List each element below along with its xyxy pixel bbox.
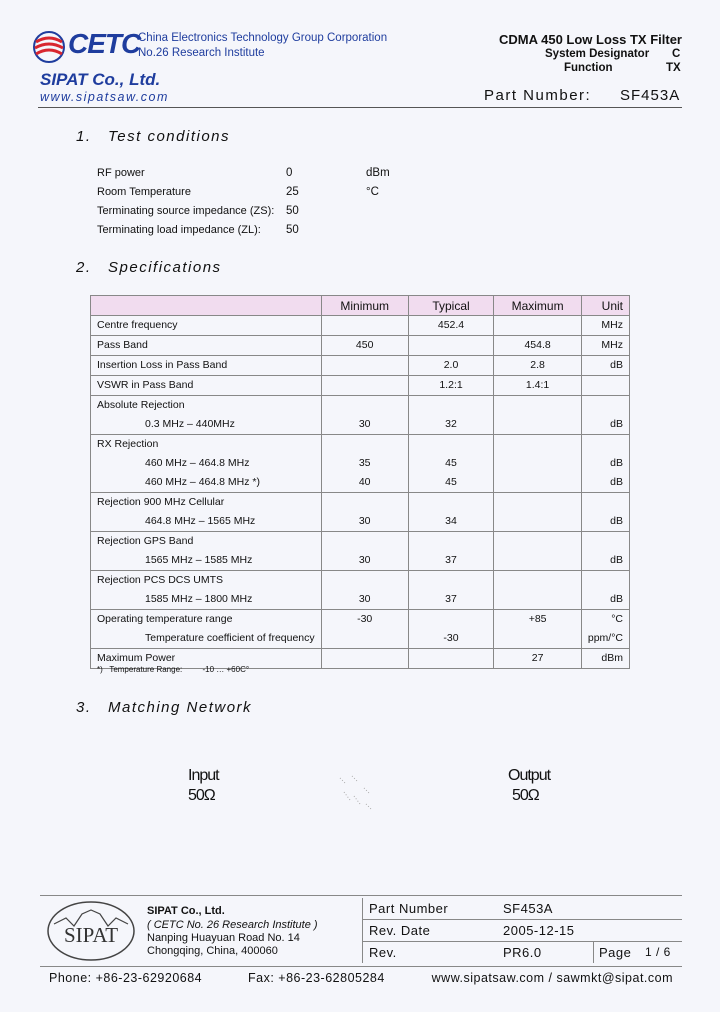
table-cell <box>321 356 408 376</box>
parameter-value: dBm <box>601 652 623 664</box>
table-cell <box>321 336 408 356</box>
table-cell <box>91 435 322 493</box>
parameter-value <box>500 551 575 570</box>
parameter-value: 45 <box>445 457 457 469</box>
table-cell <box>408 376 494 396</box>
tc-label: Terminating load impedance (ZL): <box>97 224 261 236</box>
tc-label: Terminating source impedance (ZS): <box>97 205 275 217</box>
part-number-label: Part Number: <box>484 87 592 104</box>
footer-rev-date-row <box>362 920 682 942</box>
parameter-label: Absolute Rejection <box>97 399 185 411</box>
footer-page-value: 1 / 6 <box>645 945 671 959</box>
output-impedance: 50Ω <box>512 787 539 804</box>
website-link[interactable]: www.sipatsaw.com <box>40 90 169 104</box>
parameter-value: 2.8 <box>530 359 545 371</box>
header-cell <box>91 296 322 316</box>
table-cell <box>91 316 322 336</box>
section-test-conditions <box>76 128 230 145</box>
parameter-value <box>328 435 402 454</box>
parameter-label: Centre frequency <box>97 319 178 331</box>
parameter-value: dB <box>610 593 623 605</box>
parameter-value: °C <box>611 613 623 625</box>
section-title: Test conditions <box>108 128 231 145</box>
parameter-value <box>500 415 575 434</box>
parameter-value: dB <box>610 515 623 527</box>
parameter-value <box>588 532 623 551</box>
parameter-value <box>328 629 402 648</box>
table-cell <box>494 649 582 669</box>
tc-label: RF power <box>97 167 145 179</box>
parameter-value: 30 <box>358 593 371 605</box>
footer-rev-date-label: Rev. Date <box>369 923 431 938</box>
table-cell <box>408 610 494 649</box>
header-cell: Unit <box>581 296 629 316</box>
parameter-value: 1.4:1 <box>525 379 550 391</box>
table-cell <box>494 336 582 356</box>
header-cell: Maximum <box>494 296 582 316</box>
footer-company: SIPAT Co., Ltd. <box>147 905 225 917</box>
sipat-logo-icon <box>46 900 136 962</box>
sipat-logo-text: SIPAT <box>63 923 119 947</box>
system-designator-value: C <box>672 48 681 60</box>
table-cell <box>91 336 322 356</box>
table-cell <box>581 493 629 532</box>
footer-rev-row <box>362 942 682 963</box>
table-cell <box>408 649 494 669</box>
tc-unit: dBm <box>366 167 390 179</box>
table-cell <box>494 435 582 493</box>
parameter-value <box>500 454 575 473</box>
parameter-value <box>328 493 402 512</box>
parameter-label: Insertion Loss in Pass Band <box>97 359 228 371</box>
parameter-value <box>328 316 402 335</box>
table-cell <box>408 336 494 356</box>
parameter-label: 460 MHz – 464.8 MHz *) <box>145 476 260 488</box>
table-row <box>91 316 630 336</box>
parameter-label: Operating temperature range <box>97 613 233 625</box>
footnote-label: Temperature Range: <box>109 665 183 674</box>
table-cell <box>581 532 629 571</box>
table-cell <box>321 376 408 396</box>
parameter-label: RX Rejection <box>97 438 159 450</box>
table-row <box>91 356 630 376</box>
table-row <box>91 610 630 649</box>
footer-page-label: Page <box>599 945 632 960</box>
table-cell <box>581 649 629 669</box>
table-row <box>91 396 630 435</box>
table-cell <box>321 396 408 435</box>
table-cell <box>581 316 629 336</box>
parameter-value: 1.2:1 <box>439 379 463 391</box>
parameter-value <box>500 396 575 415</box>
parameter-value: 454.8 <box>524 339 551 351</box>
spec-table-header <box>91 296 630 316</box>
table-cell <box>91 571 322 610</box>
footer-part-number-row <box>362 898 682 920</box>
table-cell <box>494 396 582 435</box>
function-label: Function <box>564 62 613 74</box>
parameter-value: -30 <box>357 613 373 625</box>
section-specifications <box>76 259 222 276</box>
table-cell <box>494 493 582 532</box>
parameter-value: 30 <box>358 515 371 527</box>
table-cell <box>494 356 582 376</box>
matching-network-diagram <box>330 770 380 815</box>
footer-web-email[interactable]: www.sipatsaw.com / sawmkt@sipat.com <box>431 971 673 985</box>
footnote-mark: *) <box>97 665 103 674</box>
footer-rev-value: PR6.0 <box>503 945 542 960</box>
company-name: SIPAT Co., Ltd. <box>40 70 161 89</box>
parameter-label: Rejection 900 MHz Cellular <box>97 496 225 508</box>
parameter-label: VSWR in Pass Band <box>97 379 194 391</box>
table-cell <box>321 316 408 336</box>
parameter-label: Maximum Power <box>97 652 176 664</box>
header-divider <box>38 107 682 108</box>
parameter-value <box>500 590 575 609</box>
parameter-value: 37 <box>445 554 457 566</box>
parameter-value: dB <box>610 418 623 430</box>
parameter-value <box>415 435 488 454</box>
table-cell <box>408 316 494 336</box>
parameter-value <box>588 376 623 395</box>
parameter-value <box>500 435 575 454</box>
output-label: Output <box>508 767 551 784</box>
parameter-value <box>415 532 488 551</box>
table-cell <box>581 571 629 610</box>
table-cell <box>321 610 408 649</box>
parameter-value: 30 <box>358 418 371 430</box>
parameter-value <box>415 493 488 512</box>
cetc-brand: CETC <box>68 28 141 59</box>
parameter-value <box>415 649 488 668</box>
table-cell <box>321 532 408 571</box>
table-cell <box>321 493 408 532</box>
parameter-value: 452.4 <box>437 319 465 331</box>
parameter-value <box>415 571 488 590</box>
parameter-value: 34 <box>445 515 457 527</box>
parameter-value: dB <box>610 457 623 469</box>
part-number-value: SF453A <box>620 87 681 104</box>
table-cell <box>581 356 629 376</box>
product-title: CDMA 450 Low Loss TX Filter <box>499 32 682 47</box>
input-impedance: 50Ω <box>188 787 215 804</box>
parameter-value: 40 <box>358 476 371 488</box>
parameter-label: 464.8 MHz – 1565 MHz <box>145 515 256 527</box>
table-cell <box>494 316 582 336</box>
section-title: Matching Network <box>108 699 253 716</box>
table-cell <box>408 435 494 493</box>
parameter-value: ppm/°C <box>587 632 623 644</box>
table-cell <box>91 376 322 396</box>
section-number: 1. <box>76 128 92 145</box>
footnote <box>97 665 249 674</box>
table-cell <box>494 376 582 396</box>
header-cell: Typical <box>408 296 494 316</box>
footer-divider <box>593 942 594 963</box>
table-row <box>91 532 630 571</box>
table-row <box>91 493 630 532</box>
footer-fax: Fax: +86-23-62805284 <box>248 971 385 985</box>
parameter-value: 450 <box>355 339 374 351</box>
parameter-value: dB <box>610 476 623 488</box>
table-cell <box>321 571 408 610</box>
table-row <box>91 336 630 356</box>
parameter-value <box>328 396 402 415</box>
table-cell <box>494 610 582 649</box>
parameter-value <box>588 435 623 454</box>
tc-label: Room Temperature <box>97 186 191 198</box>
footer-part-number-value: SF453A <box>503 901 553 916</box>
parameter-value <box>500 493 575 512</box>
parameter-value <box>500 571 575 590</box>
parameter-value <box>415 610 488 629</box>
parameter-value <box>588 493 623 512</box>
institute-name: No.26 Research Institute <box>138 47 265 59</box>
corp-name: China Electronics Technology Group Corporation <box>138 32 388 44</box>
footnote-value: -10 … +60C° <box>202 665 250 674</box>
parameter-value: -30 <box>443 632 459 644</box>
parameter-value <box>328 649 402 668</box>
table-cell <box>91 396 322 435</box>
parameter-label: Pass Band <box>97 339 148 351</box>
table-cell <box>581 610 629 649</box>
footer-address2: Chongqing, China, 400060 <box>147 945 278 957</box>
parameter-label: Rejection PCS DCS UMTS <box>97 574 224 586</box>
parameter-value <box>500 532 575 551</box>
parameter-label: 0.3 MHz – 440MHz <box>145 418 235 430</box>
parameter-label: 460 MHz – 464.8 MHz <box>145 457 250 469</box>
parameter-value <box>328 532 402 551</box>
section-title: Specifications <box>108 259 222 276</box>
system-designator-label: System Designator <box>545 48 650 60</box>
parameter-label: Temperature coefficient of frequency <box>145 632 315 644</box>
footer-address1: Nanping Huayuan Road No. 14 <box>147 932 300 944</box>
parameter-value: MHz <box>601 339 623 351</box>
table-cell <box>91 493 322 532</box>
parameter-value <box>500 316 575 335</box>
parameter-value: 37 <box>445 593 457 605</box>
parameter-value: dB <box>610 554 623 566</box>
footer-institute: ( CETC No. 26 Research Institute ) <box>147 919 318 931</box>
footer-info-grid <box>362 898 682 963</box>
table-cell <box>494 571 582 610</box>
table-cell <box>91 532 322 571</box>
tc-value: 50 <box>286 224 299 236</box>
parameter-value: 45 <box>445 476 457 488</box>
parameter-value <box>415 336 488 355</box>
tc-value: 0 <box>286 167 293 179</box>
footer-rev-label: Rev. <box>369 945 397 960</box>
table-cell <box>581 336 629 356</box>
parameter-label: 1565 MHz – 1585 MHz <box>145 554 253 566</box>
spec-table <box>90 295 630 669</box>
table-row <box>91 435 630 493</box>
parameter-value: 27 <box>531 652 544 664</box>
table-cell <box>581 435 629 493</box>
parameter-value <box>500 473 575 492</box>
table-row <box>91 376 630 396</box>
footer-rev-date-value: 2005-12-15 <box>503 923 575 938</box>
parameter-value <box>328 571 402 590</box>
table-cell <box>494 532 582 571</box>
parameter-value: +85 <box>528 613 547 625</box>
parameter-label: Rejection GPS Band <box>97 535 194 547</box>
table-cell <box>321 649 408 669</box>
section-number: 3. <box>76 699 92 716</box>
parameter-value: dB <box>610 359 623 371</box>
table-cell <box>321 435 408 493</box>
parameter-value <box>588 571 623 590</box>
tc-unit: °C <box>366 186 379 198</box>
table-cell <box>408 356 494 376</box>
parameter-value <box>500 629 575 648</box>
table-cell <box>581 396 629 435</box>
table-row <box>91 571 630 610</box>
table-cell <box>408 493 494 532</box>
footer-phone: Phone: +86-23-62920684 <box>49 971 203 985</box>
table-cell <box>408 532 494 571</box>
cetc-globe-logo-icon <box>33 30 65 64</box>
parameter-value <box>588 396 623 415</box>
parameter-value <box>415 396 488 415</box>
table-cell <box>408 571 494 610</box>
parameter-value <box>328 356 402 375</box>
section-matching-network <box>76 699 252 716</box>
input-label: Input <box>188 767 219 784</box>
function-value: TX <box>666 62 681 74</box>
table-cell <box>91 356 322 376</box>
tc-value: 50 <box>286 205 299 217</box>
footer-part-number-label: Part Number <box>369 901 449 916</box>
table-cell <box>91 610 322 649</box>
tc-value: 25 <box>286 186 299 198</box>
parameter-value: 2.0 <box>443 359 459 371</box>
table-cell <box>581 376 629 396</box>
parameter-value <box>500 512 575 531</box>
section-number: 2. <box>76 259 92 276</box>
table-cell <box>408 396 494 435</box>
parameter-value: 30 <box>358 554 371 566</box>
parameter-value: 35 <box>358 457 371 469</box>
parameter-value: MHz <box>601 319 623 331</box>
header-cell: Minimum <box>321 296 408 316</box>
parameter-value: 32 <box>445 418 457 430</box>
parameter-value <box>328 376 402 395</box>
parameter-label: 1585 MHz – 1800 MHz <box>145 593 253 605</box>
